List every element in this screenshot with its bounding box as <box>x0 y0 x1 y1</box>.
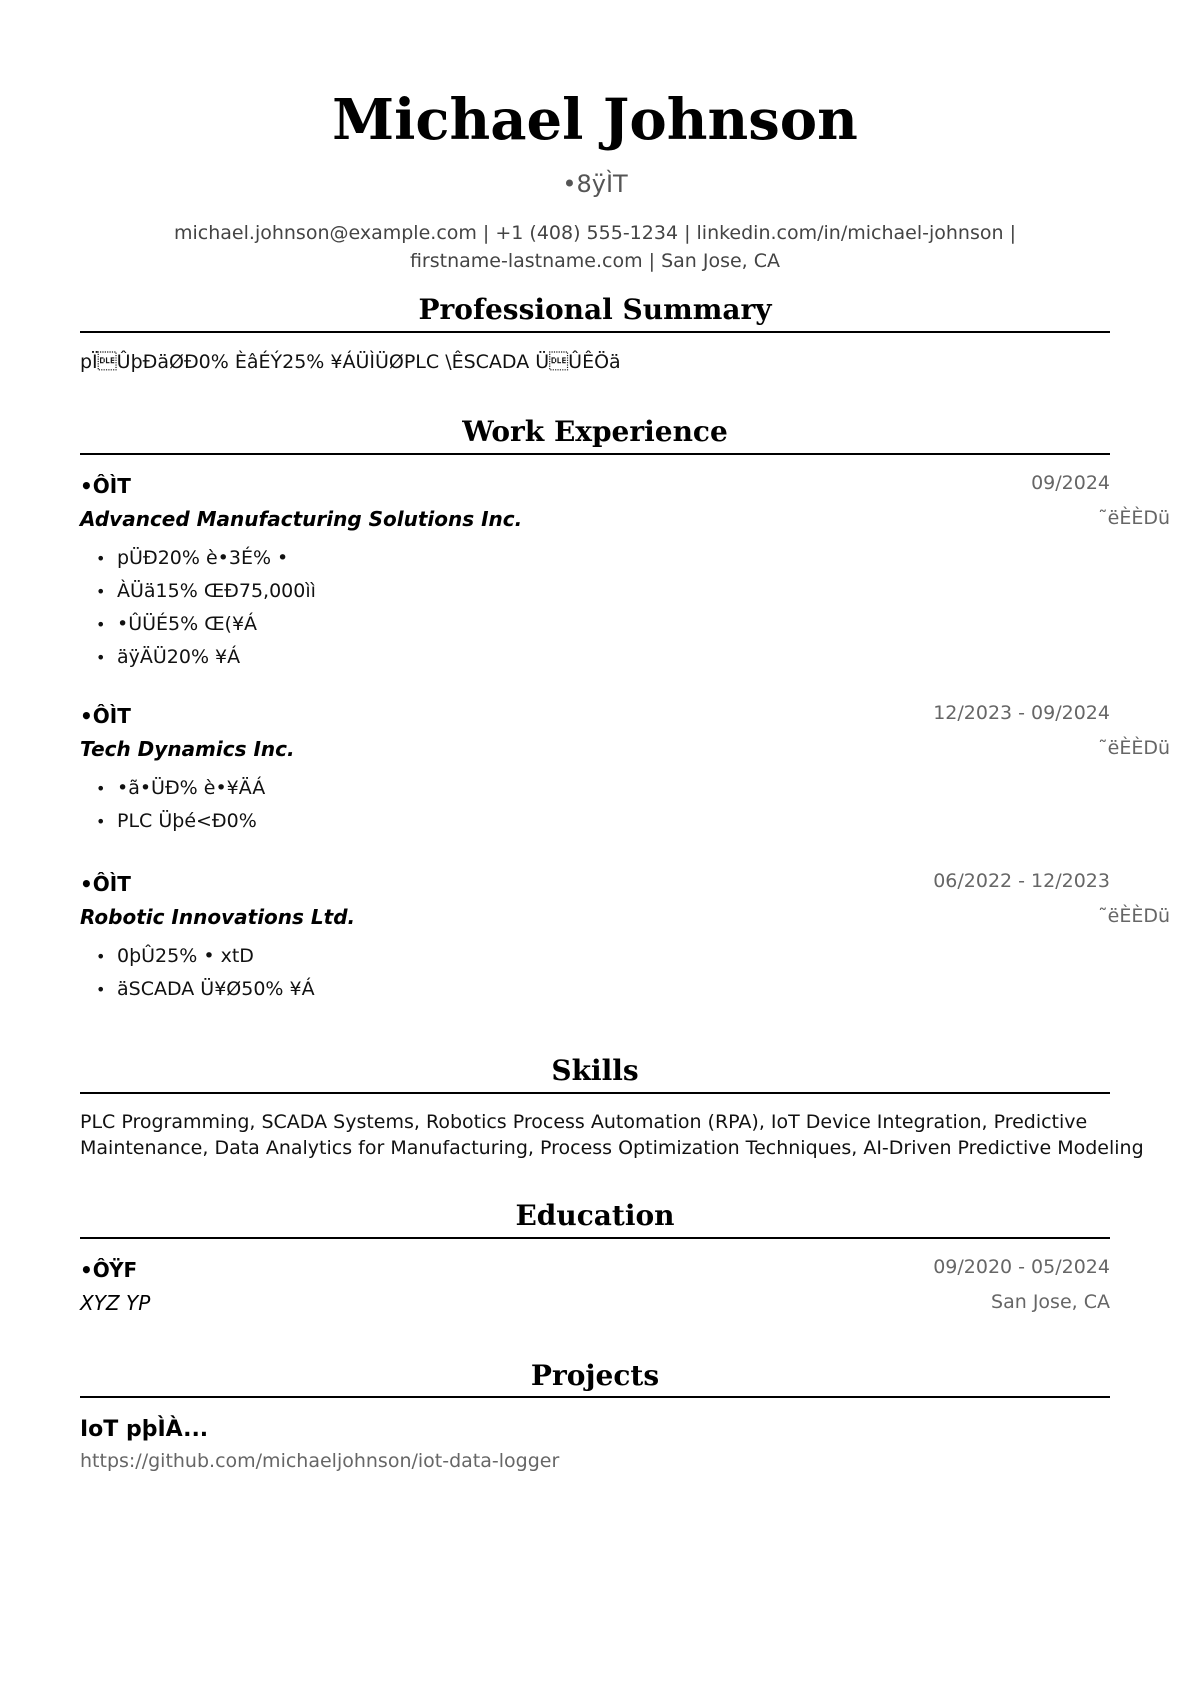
education-date: 09/2020 - 05/2024 <box>933 1256 1110 1278</box>
school-name: XYZ YP <box>80 1291 151 1315</box>
candidate-name: Michael Johnson <box>332 87 858 153</box>
contact-line-1: michael.johnson@example.com | +1 (408) 555-1234 | linkedin.com/in/michael-johnson | <box>174 222 1016 244</box>
summary-text: pÏÛþÐäØÐ0% ÈâÉÝ25% ¥ÁÜÌÜØPLC \ÊSCADA ÜÛÊÖä <box>80 351 621 373</box>
contact-info <box>80 219 1110 275</box>
skills-divider <box>80 1092 1110 1094</box>
skills-line-1: PLC Programming, SCADA Systems, Robotics Process Automation (RPA), IoT Device Integration, Predictive <box>80 1111 1088 1133</box>
job-title: •ÔÌT <box>80 872 131 896</box>
job-company: Tech Dynamics Inc. <box>80 737 295 761</box>
projects-section-title: Projects <box>530 1359 660 1392</box>
job-bullets <box>80 772 265 838</box>
project-name: IoT pþÌÀ... <box>80 1417 209 1442</box>
education-location: San Jose, CA <box>991 1291 1110 1313</box>
job-bullets <box>80 542 316 674</box>
job-company: Robotic Innovations Ltd. <box>80 905 356 929</box>
job-title: •ÔÌT <box>80 474 131 498</box>
job-date: 12/2023 - 09/2024 <box>933 702 1110 724</box>
job-date: 06/2022 - 12/2023 <box>933 870 1110 892</box>
job-company: Advanced Manufacturing Solutions Inc. <box>80 507 523 531</box>
job-bullet: • •ÛÜÉ5% Œ(¥Á <box>80 608 316 641</box>
job-bullet: • PLC Üþé<Ð0% <box>80 805 265 838</box>
summary-section-title: Professional Summary <box>418 293 772 326</box>
job-location: ˜ëÈÈDü <box>1098 507 1170 529</box>
experience-section-title: Work Experience <box>462 415 728 448</box>
job-bullet: • äSCADA Ü¥Ø50% ¥Á <box>80 973 315 1006</box>
education-section-title: Education <box>515 1199 675 1232</box>
job-bullets <box>80 940 315 1006</box>
education-divider <box>80 1237 1110 1239</box>
experience-divider <box>80 453 1110 455</box>
job-date: 09/2024 <box>1031 472 1110 494</box>
contact-line-2: firstname-lastname.com | San Jose, CA <box>409 250 781 272</box>
projects-divider <box>80 1396 1110 1398</box>
job-bullet: • •ã•ÜÐ% è•¥ÄÁ <box>80 772 265 805</box>
summary-divider <box>80 331 1110 333</box>
degree-title: •ÔŸF <box>80 1258 138 1282</box>
job-bullet: • ÀÜä15% ŒÐ75,000ìì <box>80 575 316 608</box>
skills-line-2: Maintenance, Data Analytics for Manufacturing, Process Optimization Techniques, AI-Driven Predictive Modeling <box>80 1137 1144 1159</box>
skills-section-title: Skills <box>551 1054 639 1087</box>
job-bullet: • äÿÄÜ20% ¥Á <box>80 641 316 674</box>
candidate-headline: •8ÿÌT <box>562 170 628 198</box>
job-bullet: • pÜÐ20% è•3É% • <box>80 542 316 575</box>
job-title: •ÔÌT <box>80 704 131 728</box>
job-bullet: • 0þÛ25% • xtD <box>80 940 315 973</box>
project-link[interactable]: https://github.com/michaeljohnson/iot-data-logger <box>80 1450 560 1472</box>
job-location: ˜ëÈÈDü <box>1098 905 1170 927</box>
job-location: ˜ëÈÈDü <box>1098 737 1170 759</box>
